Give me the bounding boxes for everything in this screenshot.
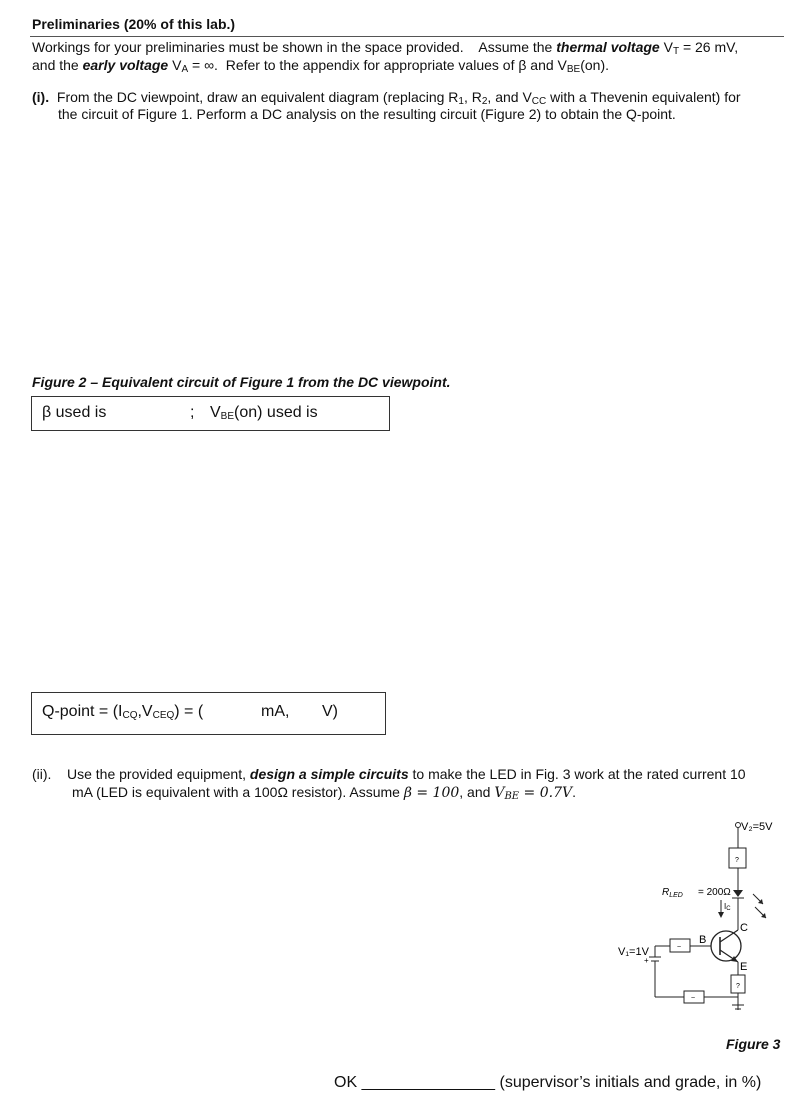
- beta-value: β = 100: [403, 785, 460, 801]
- transistor-symbol: [711, 931, 741, 961]
- part-i-text: , and V: [487, 89, 532, 105]
- unit-ma: mA,: [261, 703, 290, 720]
- emitter-label: E: [740, 961, 748, 973]
- led-symbol: [733, 890, 743, 897]
- part-i-text: , R: [463, 89, 482, 105]
- part-i-text: with a Thevenin equivalent) for: [550, 89, 741, 105]
- part-i-label: (i).: [32, 89, 50, 105]
- part-ii-text: , and: [459, 784, 491, 800]
- part-i-text: From the DC viewpoint, draw an equivalent diagram (replacing R: [56, 89, 459, 105]
- base-component-marker: ~: [677, 944, 682, 951]
- beta-label: β used is: [42, 404, 107, 421]
- bottom-component-marker: ~: [691, 995, 696, 1002]
- figure-3-circuit: [600, 812, 790, 1017]
- early-voltage-term: early voltage: [82, 57, 169, 73]
- vbe-sub: BE: [566, 64, 581, 75]
- footer-line: [334, 1074, 761, 1092]
- vbe-value: $V_{BE} = 0.7V$: [494, 785, 573, 802]
- ic-label: IC: [724, 902, 731, 912]
- v2-terminal: [736, 823, 741, 828]
- initials-blank[interactable]: _______________: [361, 1074, 496, 1091]
- rled-value: = 200Ω: [698, 887, 731, 898]
- r2-sub: 2: [481, 96, 488, 107]
- footer-note: (supervisor’s initials and grade, in %): [499, 1074, 762, 1091]
- part-i-line-2: the circuit of Figure 1. Perform a DC analysis on the resulting circuit (Figure 2) to obtain the Q-point.: [58, 106, 676, 122]
- ok-label: OK: [334, 1074, 358, 1091]
- vcc-sub: CC: [531, 96, 547, 107]
- r1-sub: 1: [458, 96, 464, 107]
- intro-text: Refer to the appendix for appropriate values of β and V: [225, 57, 567, 73]
- unknown-marker: ?: [735, 857, 739, 864]
- separator: ;: [190, 404, 195, 421]
- part-ii-label: (ii).: [32, 766, 52, 782]
- base-label: B: [699, 934, 707, 946]
- v1-plus: +: [644, 956, 649, 965]
- vt-symbol: $V_T$: [663, 39, 680, 57]
- qpoint-answer-box[interactable]: [31, 692, 386, 735]
- intro-text: Assume the: [478, 39, 553, 55]
- qpoint-label: Q-point = $(I_{CQ},V_{CEQ})$ = (: [42, 703, 204, 721]
- unit-v: V): [322, 703, 338, 720]
- v1-label: V₁=1V: [618, 946, 649, 958]
- vbe-label: $V_{BE}(on)$ used is: [210, 404, 318, 422]
- part-ii-line-2: [72, 783, 792, 806]
- rled-label: $R_{LED}$: [662, 887, 683, 899]
- collector-label: C: [740, 922, 748, 934]
- part-ii-line-1: [32, 765, 797, 783]
- figure-3-caption: Figure 3: [726, 1036, 781, 1052]
- va-value: = ∞.: [192, 57, 218, 73]
- part-ii-text: to make the LED in Fig. 3 work at the rated current 10: [412, 766, 746, 782]
- part-ii-text: .: [572, 784, 576, 800]
- intro-text: (on).: [580, 57, 610, 73]
- part-ii-text: Use the provided equipment,: [67, 766, 246, 782]
- title-rule: [30, 36, 784, 37]
- intro-text: and the: [32, 57, 79, 73]
- figure-2-caption: Figure 2 – Equivalent circuit of Figure 1 from the DC viewpoint.: [32, 374, 451, 390]
- beta-answer-box[interactable]: [31, 396, 390, 431]
- part-ii-text: mA (LED is equivalent with a 100Ω resistor). Assume: [72, 784, 400, 800]
- unknown-marker: ?: [736, 983, 740, 990]
- ic-arrow-head: [718, 912, 724, 918]
- va-symbol: $V_A$: [172, 57, 189, 75]
- vt-value: = 26 mV,: [682, 39, 739, 55]
- intro-line-2: [32, 56, 792, 79]
- design-term: design a simple circuits: [249, 766, 409, 782]
- section-title: Preliminaries (20% of this lab.): [32, 16, 236, 32]
- intro-text: Workings for your preliminaries must be shown in the space provided.: [32, 39, 464, 55]
- v2-label: V₂=5V: [741, 821, 773, 833]
- thermal-voltage-term: thermal voltage: [556, 39, 660, 55]
